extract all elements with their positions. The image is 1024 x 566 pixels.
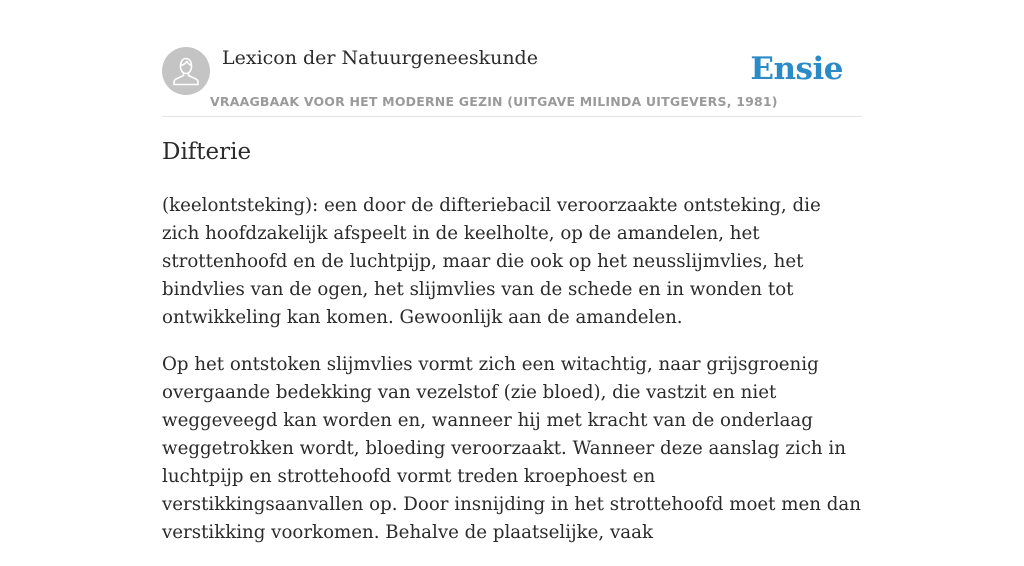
page [162,0,862,543]
user-silhouette-icon[interactable] [162,47,210,95]
article-title: Difterie [162,139,252,165]
source-title[interactable]: Lexicon der Natuurgeneeskunde [222,47,538,69]
brand-logo[interactable]: Ensie [750,51,843,87]
article-body [162,192,862,566]
header [162,46,862,117]
source-subtitle: VRAAGBAAK VOOR HET MODERNE GEZIN (UITGAVE MILINDA UITGEVERS, 1981) [210,94,778,109]
article-paragraph: (keelontsteking): een door de difteriebacil veroorzaakte ontsteking, die zich hoofdzakelijk afspeelt in de keelholte, op de amandelen, het strottenhoofd en de luchtpijp, maar die ook op het neusslijmvlies, het bindvlies van de ogen, het slijmvlies van de schede en in wonden tot ontwikkeling kan komen. Gewoonlijk aan de amandelen. [162,195,821,328]
article-paragraph: Op het ontstoken slijmvlies vormt zich een witachtig, naar grijsgroenig overgaande bedekking van vezelstof (zie bloed), die vastzit en niet weggeveegd kan worden en, wanneer hij met kracht van de onderlaag weggetrokken wordt, bloeding veroorzaakt. Wanneer deze aanslag zich in luchtpijp en strottehoofd vormt treden kroephoest en verstikkingsaanvallen op. Door insnijding in het strottehoofd moet men dan verstikking voorkomen. Behalve de plaatselijke, vaak [162,354,861,543]
